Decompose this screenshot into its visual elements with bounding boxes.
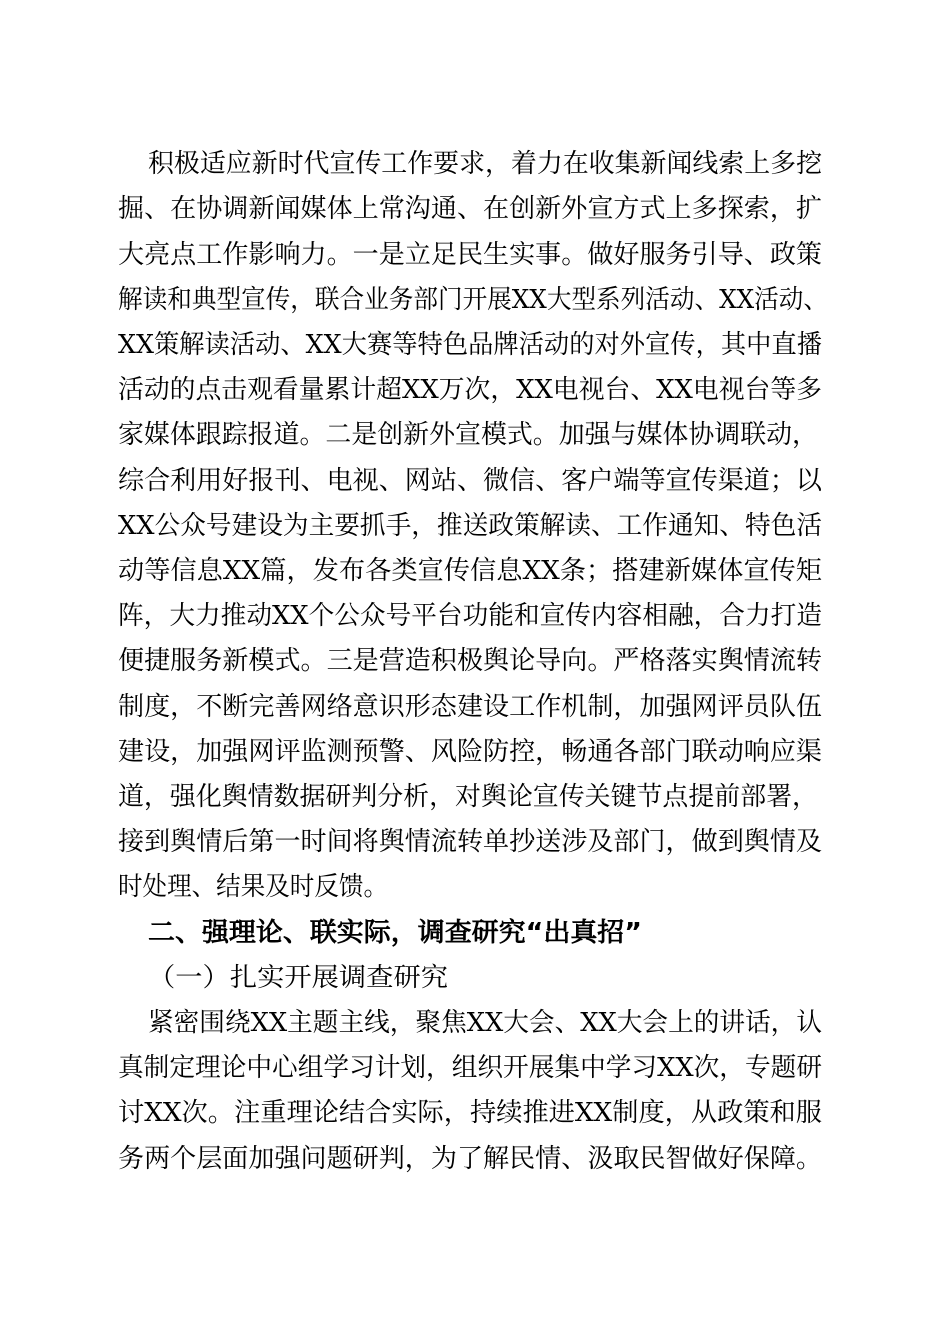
paragraph-line: 动等信息XX篇，发布各类宣传信息XX条；搭建新媒体宣传矩: [118, 556, 822, 586]
paragraph-line: 紧密围绕XX主题主线，聚焦XX大会、XX大会上的讲话，认: [148, 1008, 822, 1038]
paragraph-line: 接到舆情后第一时间将舆情流转单抄送涉及部门，做到舆情及: [118, 827, 822, 857]
paragraph-line: 建设，加强网评监测预警、风险防控，畅通各部门联动响应渠: [118, 737, 822, 767]
paragraph-line: 综合利用好报刊、电视、网站、微信、客户端等宣传渠道；以: [118, 466, 822, 496]
paragraph-line: 时处理、结果及时反馈。: [118, 872, 388, 902]
paragraph-line: 制度，不断完善网络意识形态建设工作机制，加强网评员队伍: [118, 692, 822, 722]
paragraph-line: 阵，大力推动XX个公众号平台功能和宣传内容相融，合力打造: [118, 601, 822, 631]
paragraph-line: 真制定理论中心组学习计划，组织开展集中学习XX次，专题研: [118, 1053, 822, 1083]
paragraph-line: XX策解读活动、XX大赛等特色品牌活动的对外宣传，其中直播: [118, 330, 822, 360]
paragraph-line: 讨XX次。注重理论结合实际，持续推进XX制度，从政策和服: [118, 1098, 822, 1128]
section-heading: 二、强理论、联实际，调查研究“出真招”: [148, 918, 642, 948]
paragraph-line: XX公众号建设为主要抓手，推送政策解读、工作通知、特色活: [118, 511, 822, 541]
paragraph-line: 解读和典型宣传，联合业务部门开展XX大型系列活动、XX活动、: [118, 285, 828, 315]
paragraph-line: 务两个层面加强问题研判，为了解民情、汲取民智做好保障。: [118, 1144, 822, 1174]
paragraph-line: 掘、在协调新闻媒体上常沟通、在创新外宣方式上多探索，扩: [118, 194, 822, 224]
subsection-heading: （一）扎实开展调查研究: [148, 963, 448, 993]
paragraph-line: 家媒体跟踪报道。二是创新外宣模式。加强与媒体协调联动，: [118, 420, 818, 450]
paragraph-line: 积极适应新时代宣传工作要求，着力在收集新闻线索上多挖: [148, 149, 822, 179]
paragraph-line: 道，强化舆情数据研判分析，对舆论宣传关键节点提前部署，: [118, 782, 818, 812]
paragraph-line: 活动的点击观看量累计超XX万次，XX电视台、XX电视台等多: [118, 375, 822, 405]
paragraph-line: 便捷服务新模式。三是营造积极舆论导向。严格落实舆情流转: [118, 646, 822, 676]
paragraph-line: 大亮点工作影响力。一是立足民生实事。做好服务引导、政策: [118, 240, 822, 270]
